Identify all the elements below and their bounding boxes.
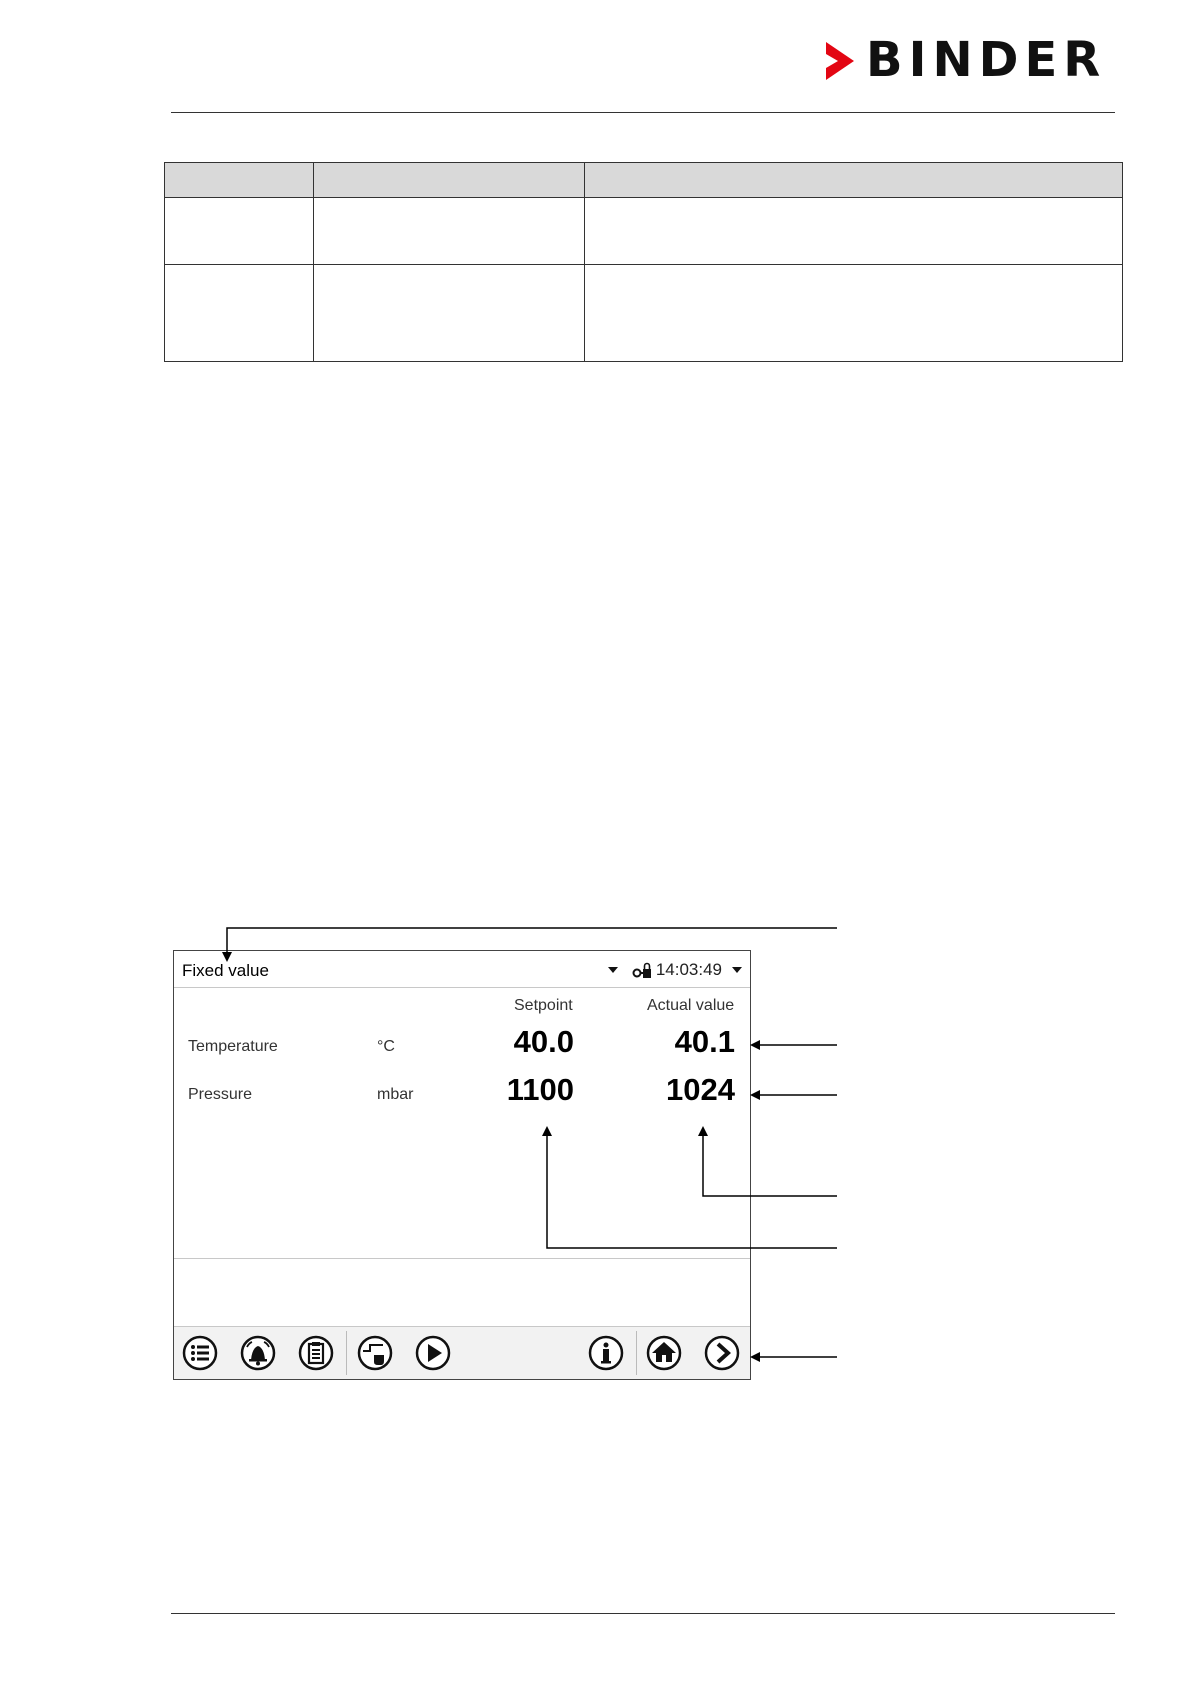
toolbar-separator [636,1331,637,1375]
table-header-cell [314,163,585,198]
binder-logo [826,32,1116,88]
toolbar [174,1326,750,1379]
temperature-setpoint[interactable]: 40.0 [513,1024,574,1059]
info-icon[interactable] [588,1335,624,1371]
temperature-label: Temperature [188,1038,278,1055]
table-cell [165,265,314,362]
table-header-cell [585,163,1123,198]
header-rule [171,112,1115,113]
lock-key-icon[interactable] [632,961,652,979]
clock-time: 14:03:49 [655,960,722,979]
dropdown-arrow-icon[interactable] [608,967,618,973]
status-area [608,960,742,980]
pressure-actual-value: 1024 [666,1072,735,1107]
table-header-row [165,163,1123,198]
table-cell [314,265,585,362]
table-cell [314,198,585,265]
pressure-unit: mbar [377,1086,414,1103]
manual-mode-icon[interactable] [357,1335,393,1371]
document-table [164,162,1123,362]
controller-screen [173,950,751,1380]
table-row [165,265,1123,362]
alarm-bell-icon[interactable] [240,1335,276,1371]
title-bar [174,951,750,988]
logo-arrow-icon [826,40,860,82]
temperature-unit: °C [377,1038,395,1055]
table-cell [585,198,1123,265]
info-divider [174,1258,750,1259]
next-arrow-icon[interactable] [704,1335,740,1371]
toolbar-separator [346,1331,347,1375]
table-header-cell [165,163,314,198]
table-cell [165,198,314,265]
setpoint-header: Setpoint [514,997,573,1014]
pressure-label: Pressure [188,1086,253,1103]
home-icon[interactable] [646,1335,682,1371]
dropdown-arrow-icon[interactable] [732,967,742,973]
table-row [165,198,1123,265]
clipboard-icon[interactable] [298,1335,334,1371]
brand-name: BINDER [866,32,1107,88]
menu-list-icon[interactable] [182,1335,218,1371]
operating-mode: Fixed value [182,961,269,980]
temperature-actual-value: 40.1 [674,1024,735,1059]
table-cell [585,265,1123,362]
play-icon[interactable] [415,1335,451,1371]
actual-value-header: Actual value [647,997,735,1014]
pressure-setpoint[interactable]: 1100 [506,1072,574,1107]
footer-rule [171,1613,1115,1614]
